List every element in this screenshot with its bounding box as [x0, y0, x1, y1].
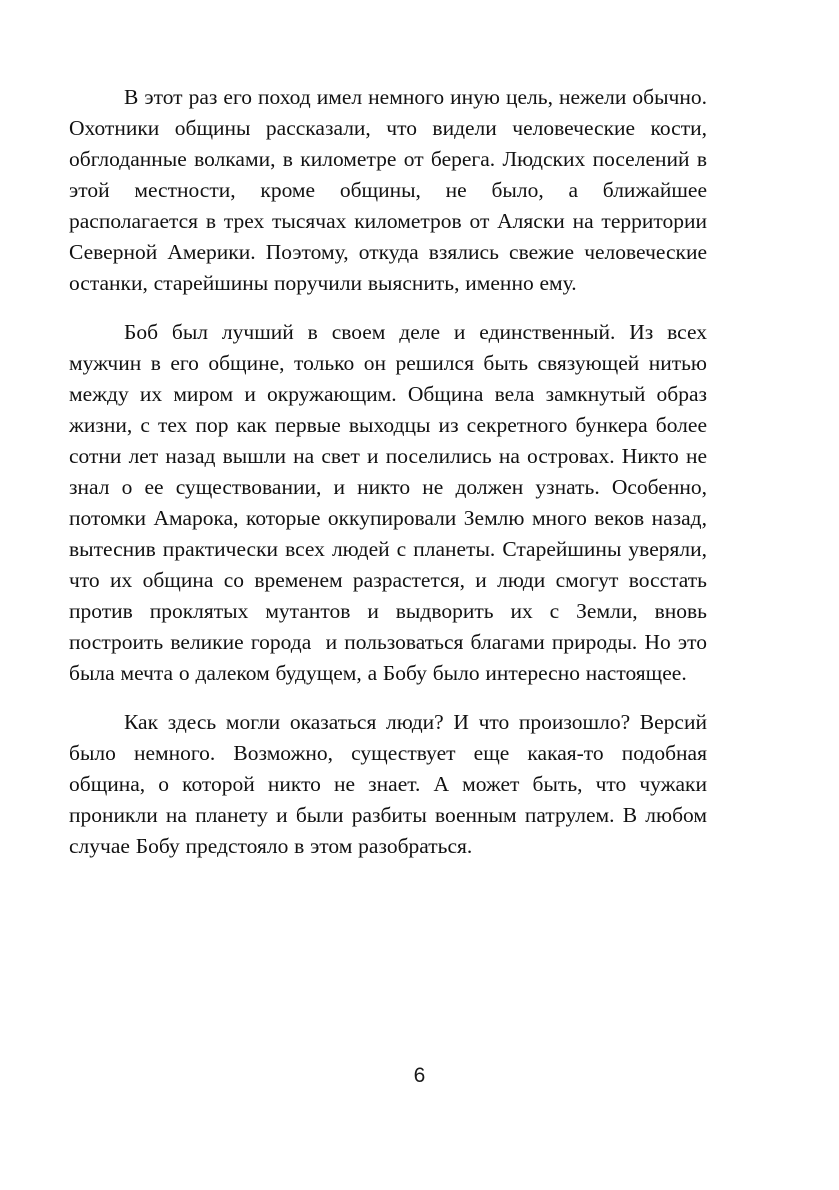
page-number: 6 — [413, 1064, 426, 1087]
body-paragraph-3: Как здесь могли оказаться люди? И что произошло? Версий было немного. Возможно, существует еще какая-то подобная община, о которой никто не знает. А может быть, что чужаки проникли на планету и были разбиты военным патрулем. В любом случае Бобу предстояло в этом разобраться. — [69, 710, 713, 858]
page-text-block — [69, 82, 713, 862]
body-paragraph-1: В этот раз его поход имел немного иную цель, нежели обычно. Охотники общины рассказали, что видели человеческие кости, обглоданные волками, в километре от берега. Людских поселений в этой местности, кроме общины, не было, а ближайшее располагается в трех тысячах километров от Аляски на территории Северной Америки. Поэтому, откуда взялись свежие человеческие останки, старейшины поручили выяснить, именно ему. — [69, 85, 713, 295]
body-paragraph-2: Боб был лучший в своем деле и единственный. Из всех мужчин в его общине, только он решился быть связующей нитью между их миром и окружающим. Община вела замкнутый образ жизни, с тех пор как первые выходцы из секретного бункера более сотни лет назад вышли на свет и поселились на островах. Никто не знал о ее существовании, и никто не должен узнать. Особенно, потомки Амарока, которые оккупировали Землю много веков назад, вытеснив практически всех людей с планеты. Старейшины уверяли, что их община со временем разрастется, и люди смогут восстать против проклятых мутантов и выдворить их с Земли, вновь построить великие города и пользоваться благами природы. Но это была мечта о далеком будущем, а Бобу было интересно настоящее. — [69, 320, 713, 685]
